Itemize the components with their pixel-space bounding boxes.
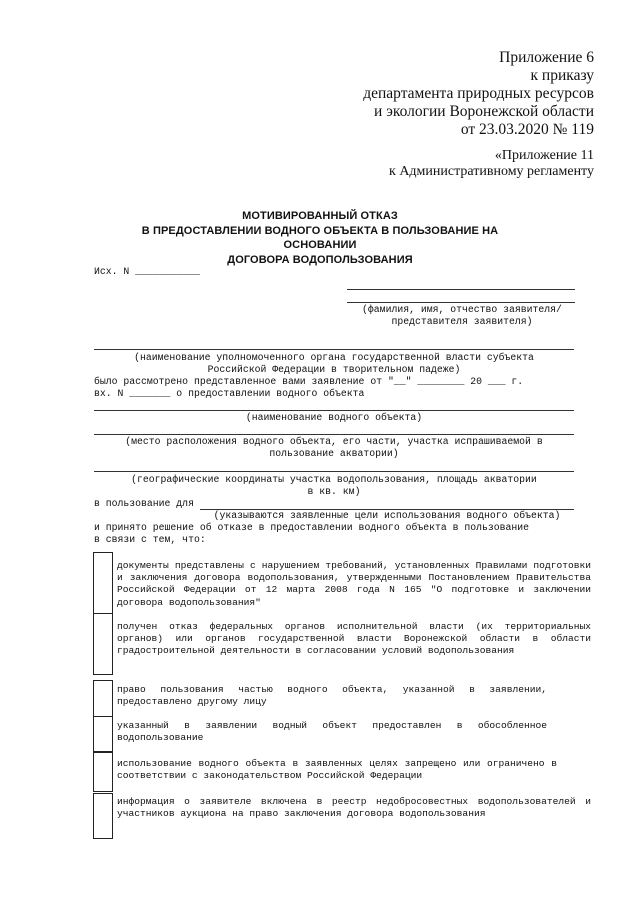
regulation-name: к Административному регламенту (389, 164, 594, 179)
location-caption-1: (место расположения водного объекта, его части, участка испрашиваемой в (125, 436, 543, 447)
title-line-1: МОТИВИРОВАННЫЙ ОТКАЗ (242, 210, 398, 222)
applicant-caption-1: (фамилия, имя, отчество заявителя/ (362, 304, 562, 315)
reason-3: право пользования частью водного объекта, указанной в заявлении, предоставлено другому лицу (117, 684, 547, 708)
reason-checkbox-1[interactable] (93, 552, 113, 614)
appendix-order-label: к приказу (530, 67, 594, 84)
reason-checkbox-5[interactable] (93, 752, 113, 792)
applicant-caption-2: представителя заявителя) (391, 316, 533, 327)
reason-6: информация о заявителе включена в реестр недобросовестных водопользователей и участников аукциона на право заключения договора водопользования (117, 796, 591, 820)
appendix-department-cont: и экологии Воронежской области (374, 103, 594, 120)
reason-checkbox-2[interactable] (93, 613, 113, 675)
reason-1: документы представлены с нарушением требований, установленных Правилами подготовки и заключения договора водопользования, утвержденными Постановлением Правительства Российской Федерации от 12 марта 2008 года N 165 "О подготовке и заключении договора водопользования" (117, 560, 591, 608)
regulation-reference (294, 148, 594, 180)
title-line-3: ДОГОВОРА ВОДОПОЛЬЗОВАНИЯ (227, 253, 413, 266)
location-line (94, 434, 574, 435)
reason-checkbox-6[interactable] (93, 793, 113, 839)
outgoing-number: Исх. N ___________ (94, 266, 200, 277)
purpose-caption: (указываются заявленные цели использования водного объекта) (213, 510, 561, 521)
appendix-block (294, 49, 594, 139)
coordinates-caption-1: (географические координаты участка водопользования, площадь акватории (131, 474, 537, 485)
decision-line-2: в связи с тем, что: (94, 534, 206, 545)
decision-line-1: и принято решение об отказе в предоставлении водного объекта в пользование (94, 522, 530, 533)
appendix-title: Приложение 6 (499, 49, 594, 66)
authority-line (94, 349, 574, 350)
appendix-order-date: от 23.03.2020 № 119 (460, 121, 594, 138)
reason-checkbox-3[interactable] (93, 680, 113, 717)
authority-caption-2: Российской Федерации в творительном падеже) (207, 364, 461, 375)
water-body-line (94, 410, 574, 411)
reason-5: использование водного объекта в заявленных целях запрещено или ограничено в соответствии с законодательством Российской Федерации (117, 758, 557, 782)
document-title (120, 209, 520, 267)
reason-2: получен отказ федеральных органов исполнительной власти (их территориальных органов) или органов государственной власти Воронежской области в области градостроительной деятельности в согласовании условий водопользования (117, 621, 591, 657)
regulation-appendix-no: «Приложение 11 (494, 148, 594, 163)
location-caption-2: пользование акватории) (269, 448, 399, 459)
reason-checkbox-4[interactable] (93, 716, 113, 752)
coordinates-caption-2: в кв. км) (307, 486, 361, 497)
coordinates-line (94, 471, 574, 472)
applicant-line-2 (347, 302, 575, 303)
authority-caption-1: (наименование уполномоченного органа государственной власти субъекта (134, 352, 534, 363)
water-body-caption: (наименование водного объекта) (245, 412, 423, 423)
purpose-lead: в пользование для (94, 498, 194, 509)
review-statement-2: вх. N _______ о предоставлении водного объекта (94, 388, 365, 399)
reason-4: указанный в заявлении водный объект предоставлен в обособленное водопользование (117, 720, 547, 744)
applicant-line-1 (347, 289, 575, 290)
review-statement-1: было рассмотрено представленное вами заявление от "__" ________ 20 ___ г. (94, 376, 524, 387)
appendix-department: департамента природных ресурсов (363, 85, 594, 102)
title-line-2: В ПРЕДОСТАВЛЕНИИ ВОДНОГО ОБЪЕКТА В ПОЛЬЗОВАНИЕ НА ОСНОВАНИИ (141, 224, 499, 251)
